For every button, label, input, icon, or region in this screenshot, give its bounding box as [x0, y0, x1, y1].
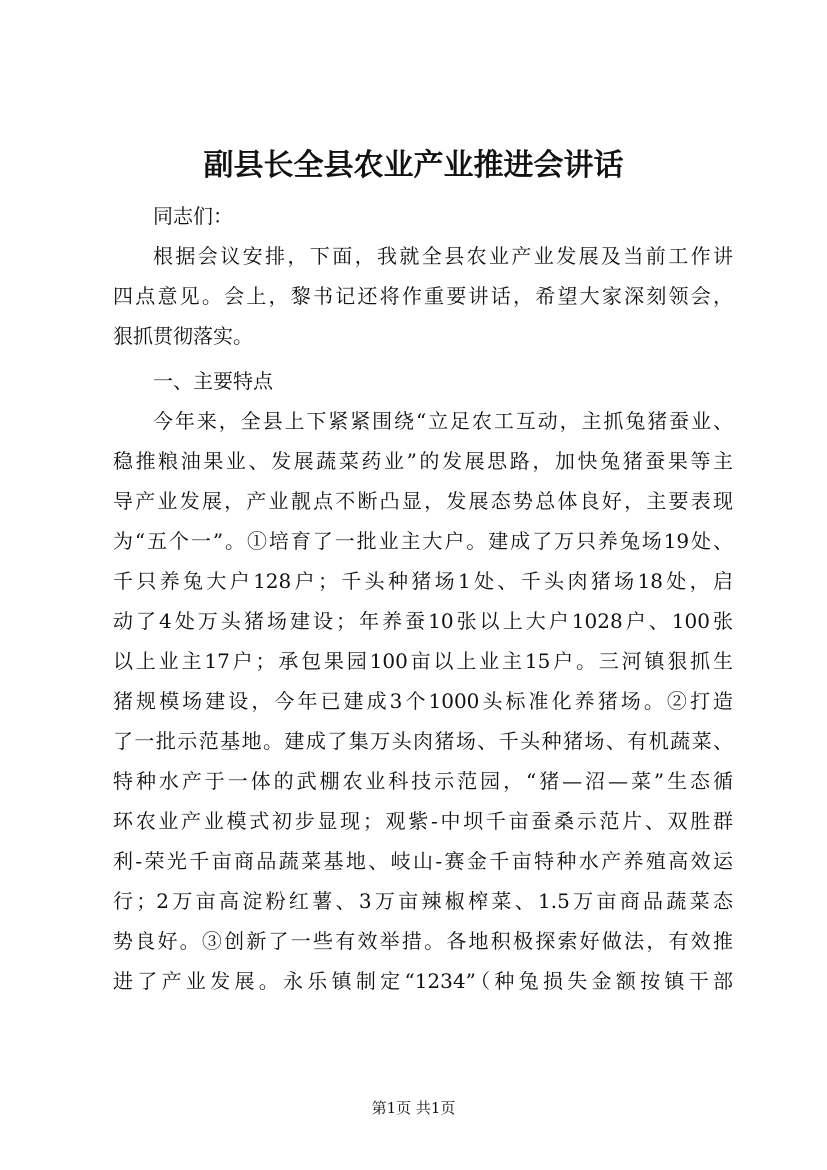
- paragraph-line: 特种水产于一体的武棚农业科技示范园，“猪—沼—菜”生态循: [113, 769, 733, 793]
- paragraph-line: 进了产业发展。永乐镇制定“1234”（种兔损失金额按镇干部: [113, 969, 733, 993]
- paragraph-line: 利-荣光千亩商品蔬菜基地、岐山-赛金千亩特种水产养殖高效运: [113, 849, 733, 873]
- paragraph-line: 四点意见。会上，黎书记还将作重要讲话，希望大家深刻领会，: [113, 284, 733, 308]
- paragraph-line: 狠抓贯彻落实。: [113, 324, 253, 348]
- paragraph-line: 以上业主17户；承包果园100亩以上业主15户。三河镇狠抓生: [113, 649, 733, 673]
- paragraph-line: 今年来，全县上下紧紧围绕“立足农工互动，主抓兔猪蚕业、: [153, 409, 733, 433]
- paragraph-line: 行；2万亩高淀粉红薯、3万亩辣椒榨菜、1.5万亩商品蔬菜态: [113, 889, 733, 913]
- paragraph-line: 了一批示范基地。建成了集万头肉猪场、千头种猪场、有机蔬菜、: [113, 729, 733, 753]
- paragraph-line: 环农业产业模式初步显现；观紫-中坝千亩蚕桑示范片、双胜群: [113, 809, 733, 833]
- paragraph-line: 稳推粮油果业、发展蔬菜药业”的发展思路，加快兔猪蚕果等主: [113, 449, 733, 473]
- document-title: 副县长全县农业产业推进会讲话: [203, 148, 624, 183]
- paragraph-line: 根据会议安排，下面，我就全县农业产业发展及当前工作讲: [153, 244, 733, 268]
- paragraph-line: 猪规模场建设，今年已建成3个1000头标准化养猪场。②打造: [113, 689, 733, 713]
- paragraph-line: 千只养兔大户128户；千头种猪场1处、千头肉猪场18处，启: [113, 569, 733, 593]
- page-footer: 第1页 共1页: [371, 1099, 456, 1117]
- paragraph-line: 动了4处万头猪场建设；年养蚕10张以上大户1028户、100张: [113, 609, 733, 633]
- section-heading: 一、主要特点: [153, 369, 273, 393]
- salutation: 同志们：: [153, 204, 233, 228]
- paragraph-line: 势良好。③创新了一些有效举措。各地积极探索好做法，有效推: [113, 929, 733, 953]
- paragraph-line: 为“五个一”。①培育了一批业主大户。建成了万只养兔场19处、: [113, 529, 733, 553]
- paragraph-line: 导产业发展，产业靓点不断凸显，发展态势总体良好，主要表现: [113, 489, 733, 513]
